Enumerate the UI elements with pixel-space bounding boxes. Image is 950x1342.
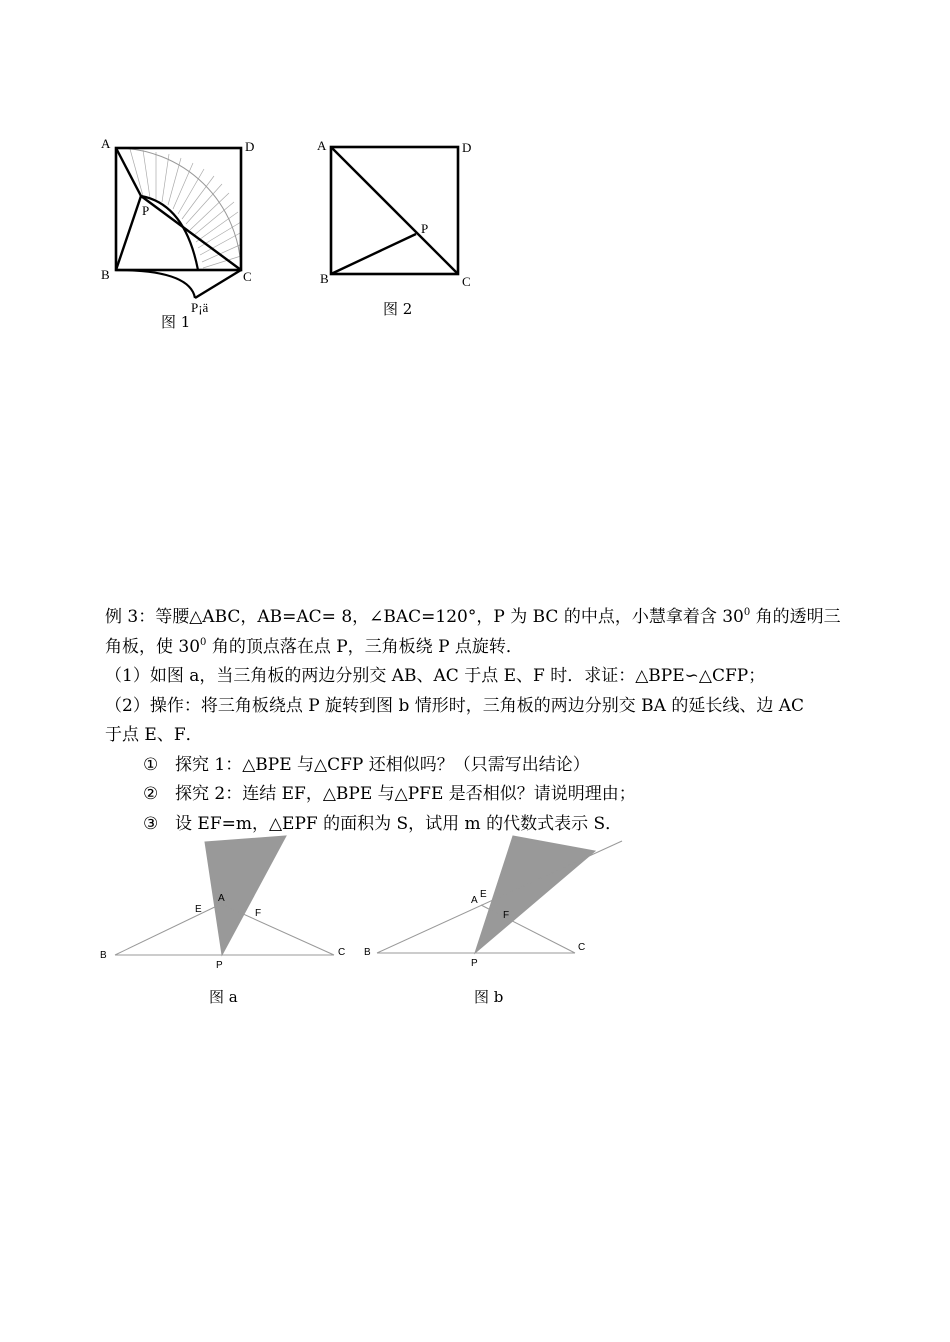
- question-2-line-1: （2）操作：将三角板绕点 P 旋转到图 b 情形时，三角板的两边分别交 BA 的延长线、边 AC: [105, 695, 805, 716]
- sub-question-marker: ②: [143, 784, 159, 804]
- figure-b-label-P: P: [471, 958, 478, 969]
- figure-b-segment-BA-extended: [377, 841, 622, 953]
- figure-1-label-P: P: [142, 203, 150, 218]
- figure-a-label-A: A: [218, 893, 225, 904]
- figure-b-label-B: B: [364, 947, 371, 958]
- figure-a-label-P: P: [216, 960, 223, 971]
- figure-2-label-A: A: [317, 138, 327, 153]
- figure-1-label-C: C: [243, 269, 252, 284]
- degree-superscript: 0: [200, 636, 207, 648]
- figure-a-label-F: F: [255, 908, 262, 919]
- sub-question-marker: ①: [143, 754, 159, 775]
- degree-superscript: 0: [743, 607, 751, 618]
- figure-1-caption: 图 1: [161, 313, 191, 331]
- figure-2-label-C: C: [462, 274, 471, 289]
- sub-question-marker: ③: [143, 813, 159, 834]
- figure-a-caption: 图 a: [209, 988, 238, 1006]
- figure-a-label-E: E: [195, 904, 202, 915]
- figure-1-label-B: B: [101, 267, 110, 282]
- figure-1-label-A: A: [101, 136, 111, 151]
- figure-b-set-square: [475, 836, 595, 953]
- figure-1-label-P-prime: P¡ä: [191, 300, 209, 315]
- example-line-1-a: 例 3：等腰△ABC，AB=AC= 8，∠BAC=120°，P 为 BC 的中点，小慧拿着含 30: [105, 607, 744, 627]
- figure-1-label-D: D: [245, 139, 255, 154]
- figure-b-caption: 图 b: [474, 988, 504, 1006]
- example-line-1-b: 角的透明三: [750, 607, 841, 627]
- example-line-2-a: 角板，使 30: [105, 636, 201, 657]
- figure-b-label-E: E: [480, 889, 487, 900]
- figure-2-caption: 图 2: [383, 300, 413, 318]
- figure-a-label-B: B: [100, 950, 107, 961]
- question-2-line-2: 于点 E、F．: [105, 725, 203, 745]
- sub-question-text: 探究 2：连结 EF，△BPE 与△PFE 是否相似？请说明理由；: [175, 784, 636, 804]
- figure-2-label-D: D: [462, 140, 472, 155]
- question-1: （1）如图 a，当三角板的两边分别交 AB、AC 于点 E、F 时．求证：△BPE∽△CFP；: [105, 666, 766, 686]
- sub-question-text: 设 EF=m，△EPF 的面积为 S，试用 m 的代数式表示 S．: [175, 813, 623, 834]
- figure-b-label-A: A: [471, 895, 478, 906]
- figure-b-label-C: C: [578, 942, 586, 953]
- figure-b-label-F: F: [503, 910, 510, 921]
- figure-a-label-C: C: [338, 947, 346, 958]
- example-line-2-b: 角的顶点落在点 P，三角板绕 P 点旋转．: [206, 636, 523, 657]
- sub-question-text: 探究 1：△BPE 与△CFP 还相似吗？（只需写出结论）: [175, 754, 590, 775]
- figure-2-label-P: P: [421, 221, 429, 236]
- figure-2-label-B: B: [320, 271, 329, 286]
